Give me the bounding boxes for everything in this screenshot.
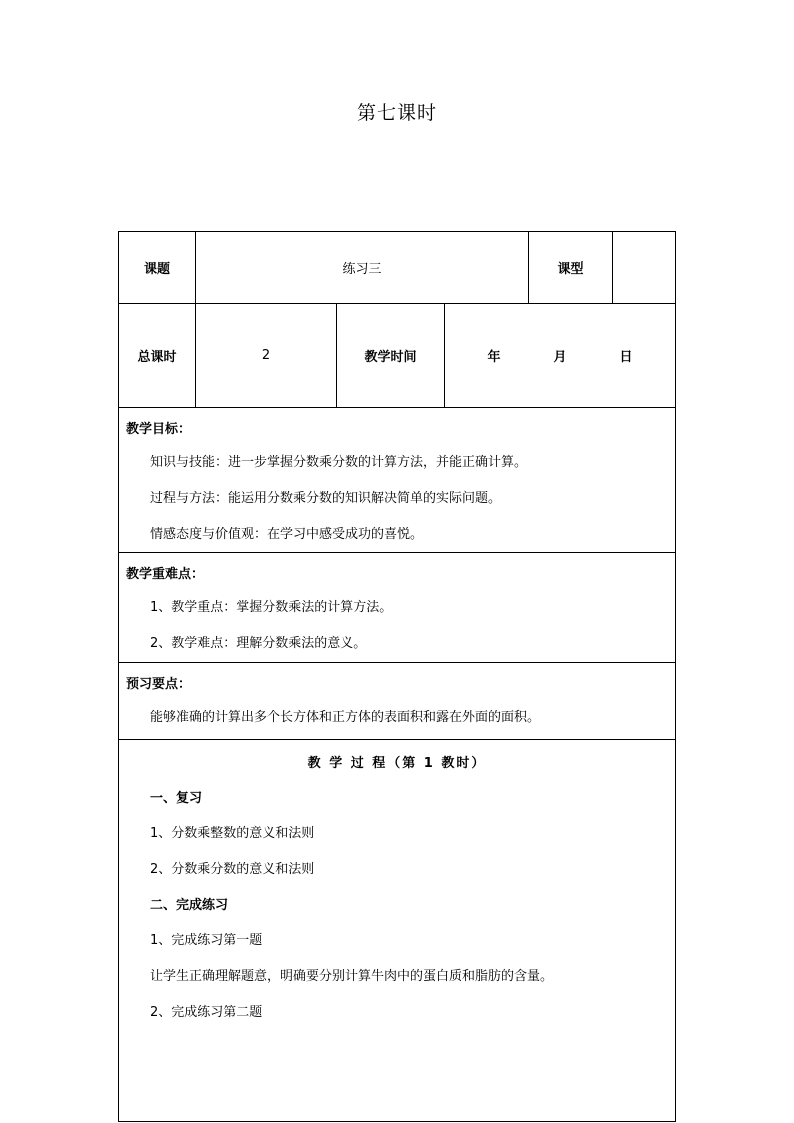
total-value: 2 <box>196 304 337 408</box>
preview-line: 能够准确的计算出多个长方体和正方体的表面积和露在外面的面积。 <box>150 710 541 725</box>
year-label: 年 <box>487 350 501 365</box>
preview-heading: 预习要点： <box>126 677 192 692</box>
review-heading: 一、复习 <box>150 791 203 806</box>
review-line: 2、分数乘分数的意义和法则 <box>150 862 315 877</box>
day-label: 日 <box>619 350 633 365</box>
page-title: 第七课时 <box>356 102 437 124</box>
lesson-plan-table <box>118 231 676 1122</box>
date-cell <box>445 304 676 408</box>
key-point-line: 1、教学重点：掌握分数乘法的计算方法。 <box>150 600 393 615</box>
key-points-section <box>119 553 676 663</box>
total-label: 总课时 <box>119 304 196 408</box>
objectives-heading: 教学目标： <box>126 422 192 437</box>
key-points-row <box>119 553 676 663</box>
objectives-row <box>119 408 676 553</box>
key-points-heading: 教学重难点： <box>126 567 205 582</box>
practice-line: 2、完成练习第二题 <box>150 1005 263 1020</box>
type-label: 课型 <box>529 232 613 304</box>
review-line: 1、分数乘整数的意义和法则 <box>150 826 315 841</box>
process-row <box>119 740 676 1122</box>
header-row-topic <box>119 232 676 304</box>
header-row-time <box>119 304 676 408</box>
practice-heading: 二、完成练习 <box>150 898 229 913</box>
objectives-section <box>119 408 676 553</box>
month-label: 月 <box>553 350 567 365</box>
preview-row <box>119 663 676 740</box>
process-heading: 教 学 过 程（第 1 教时） <box>307 756 487 771</box>
objective-line: 情感态度与价值观：在学习中感受成功的喜悦。 <box>150 527 424 542</box>
preview-section <box>119 663 676 740</box>
objective-line: 过程与方法：能运用分数乘分数的知识解决简单的实际问题。 <box>150 491 502 506</box>
time-label: 教学时间 <box>337 304 445 408</box>
objective-line: 知识与技能：进一步掌握分数乘分数的计算方法，并能正确计算。 <box>150 455 528 470</box>
topic-label: 课题 <box>119 232 196 304</box>
key-point-line: 2、教学难点：理解分数乘法的意义。 <box>150 636 367 651</box>
practice-line: 1、完成练习第一题 <box>150 933 263 948</box>
type-value <box>613 232 676 304</box>
practice-line: 让学生正确理解题意，明确要分别计算牛肉中的蛋白质和脂肪的含量。 <box>150 969 554 984</box>
process-section <box>119 740 676 1122</box>
topic-value: 练习三 <box>196 232 529 304</box>
